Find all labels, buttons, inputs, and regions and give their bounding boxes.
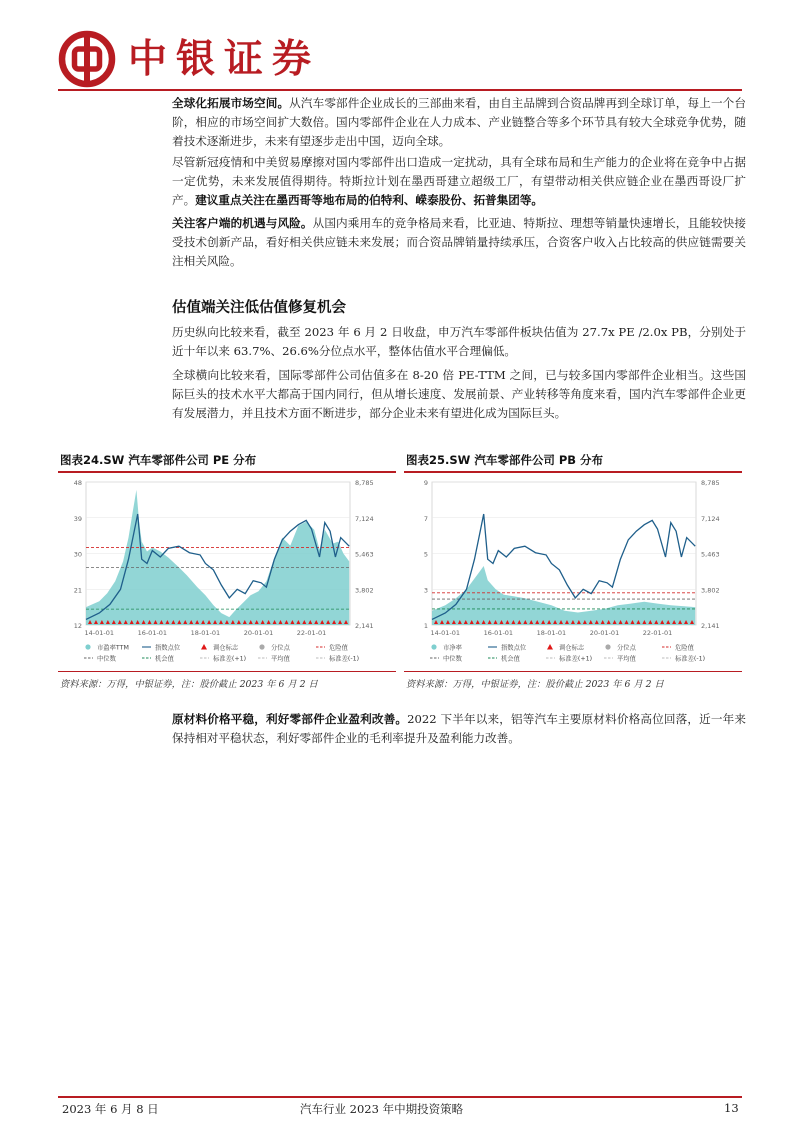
paragraph-lead: 原材料价格平稳，利好零部件企业盈利改善。 xyxy=(172,712,408,726)
legend-label: 调仓标志 xyxy=(559,644,585,652)
legend-label: 中位数 xyxy=(97,655,116,663)
right-axis-tick-label: 2,141 xyxy=(355,622,374,630)
figure-25-divider xyxy=(404,471,742,473)
figure-24-divider xyxy=(58,471,396,473)
x-axis-tick-label: 18-01-01 xyxy=(536,629,567,637)
right-axis-tick-label: 7,124 xyxy=(701,514,720,523)
right-axis-tick-label: 2,141 xyxy=(701,622,720,630)
x-axis-tick-label: 14-01-01 xyxy=(430,629,461,637)
legend-label: 平均值 xyxy=(617,655,636,663)
left-axis-tick-label: 7 xyxy=(423,514,428,523)
paragraph-text: 尽管新冠疫情和中美贸易摩擦对国内零部件出口造成一定扰动，具有全球布局和生产能力的企业将在竞争中占据一定优势，未来发展值得期待。特斯拉计划在墨西哥建立超级工厂，有望带动相关供应链企业在墨西哥设厂扩产。 xyxy=(172,155,746,207)
x-axis-tick-label: 18-01-01 xyxy=(190,629,221,637)
legend-label: 危险值 xyxy=(329,644,348,652)
legend-label: 市净率 xyxy=(443,644,462,652)
figure-25-source: 资料来源：万得，中银证券，注：股价截止 2023 年 6 月 2 日 xyxy=(406,679,664,690)
x-axis-tick-label: 16-01-01 xyxy=(483,629,514,637)
x-axis-tick-label: 22-01-01 xyxy=(296,629,327,637)
right-axis-tick-label: 5,463 xyxy=(701,550,720,559)
x-axis-tick-label: 20-01-01 xyxy=(589,629,620,637)
footer-report-title: 汽车行业 2023 年中期投资策略 xyxy=(300,1102,464,1116)
left-axis-tick-label: 9 xyxy=(423,479,428,487)
right-axis-tick-label: 8,785 xyxy=(701,479,720,487)
legend-label: 市盈率TTM xyxy=(97,644,129,652)
paragraph-text: 从国内乘用车的竞争格局来看，比亚迪、特斯拉、理想等销量快速增长，且能较快接受技术创新产品，看好相关供应链未来发展；而合资品牌销量持续承压，合资客户收入占比较高的供应链需要关注相关风险。 xyxy=(172,216,746,268)
legend-label: 分位点 xyxy=(271,644,290,652)
paragraph-recommendation: 建议重点关注在墨西哥等地布局的伯特利、嵘泰股份、拓普集团等。 xyxy=(195,193,544,207)
x-axis-tick-label: 22-01-01 xyxy=(642,629,673,637)
left-axis-tick-label: 39 xyxy=(73,514,82,523)
brand-name: 中银证券 xyxy=(128,37,321,82)
paragraph-lead: 全球化拓展市场空间。 xyxy=(172,96,290,110)
footer-divider xyxy=(58,1096,742,1098)
legend-label: 危险值 xyxy=(675,644,694,652)
legend-swatch xyxy=(201,644,207,650)
right-axis-tick-label: 8,785 xyxy=(355,479,374,487)
legend-label: 机会值 xyxy=(155,655,174,663)
left-axis-tick-label: 21 xyxy=(73,586,82,595)
left-axis-tick-label: 12 xyxy=(73,622,82,630)
paragraph-customers xyxy=(172,214,746,271)
legend-label: 机会值 xyxy=(501,655,520,663)
figure-24-source-divider xyxy=(58,671,396,672)
paragraph-mexico xyxy=(172,153,746,210)
right-axis-tick-label: 3,802 xyxy=(701,586,720,595)
figure-25-title: 图表25.SW 汽车零部件公司 PB 分布 xyxy=(406,453,604,467)
paragraph-global-valuation xyxy=(172,366,746,423)
legend-label: 调仓标志 xyxy=(213,644,239,652)
legend-swatch xyxy=(259,644,264,649)
legend-label: 标准差(+1) xyxy=(559,655,593,663)
pb-distribution-chart xyxy=(404,474,744,670)
paragraph-lead: 关注客户端的机遇与风险。 xyxy=(172,216,313,230)
section-title: 估值端关注低估值修复机会 xyxy=(172,300,346,316)
legend-label: 标准差(-1) xyxy=(329,655,360,663)
paragraph-text: 2022 下半年以来，铝等汽车主要原材料价格高位回落，近一年来保持相对平稳状态，利好零部件企业的毛利率提升及盈利能力改善。 xyxy=(172,712,746,745)
left-axis-tick-label: 48 xyxy=(73,479,82,487)
left-axis-tick-label: 30 xyxy=(73,550,82,559)
left-axis-tick-label: 3 xyxy=(423,586,428,595)
legend-swatch xyxy=(431,644,436,649)
figure-24-source: 资料来源：万得，中银证券，注：股价截止 2023 年 6 月 2 日 xyxy=(60,679,318,690)
x-axis-tick-label: 16-01-01 xyxy=(137,629,168,637)
figure-24-title: 图表24.SW 汽车零部件公司 PE 分布 xyxy=(60,453,257,467)
paragraph-text: 从汽车零部件企业成长的三部曲来看，由自主品牌到合资品牌再到全球订单，每上一个台阶，相应的市场空间扩大数倍。国内零部件企业在人力成本、产业链整合等多个环节具有较大全球竞争优势，随着技术逐渐进步，未来有望逐步走出中国，迈向全球。 xyxy=(172,96,746,148)
pe-distribution-chart xyxy=(58,474,398,670)
left-axis-tick-label: 1 xyxy=(423,622,428,630)
paragraph-raw-materials xyxy=(172,710,746,748)
right-axis-tick-label: 7,124 xyxy=(355,514,374,523)
page-number: 13 xyxy=(724,1101,739,1115)
paragraph-globalization xyxy=(172,94,746,151)
paragraph-text: 全球横向比较来看，国际零部件公司估值多在 8-20 倍 PE-TTM 之间，已与较多国内零部件企业相当。这些国际巨头的技术水平大都高于国内同行，但从增长速度、发展前景、产业转移等角度来看，国内汽车零部件企业更有发展潜力，并且技术方面不断进步，部分企业未来有望进化成为国际巨头。 xyxy=(172,368,746,420)
legend-label: 指数点位 xyxy=(155,644,181,652)
legend-label: 标准差(-1) xyxy=(675,655,706,663)
footer-date: 2023 年 6 月 8 日 xyxy=(62,1102,159,1116)
right-axis-tick-label: 3,802 xyxy=(355,586,374,595)
figure-25-source-divider xyxy=(404,671,742,672)
header-divider xyxy=(58,89,742,91)
x-axis-tick-label: 14-01-01 xyxy=(84,629,115,637)
legend-swatch xyxy=(605,644,610,649)
paragraph-text: 历史纵向比较来看，截至 2023 年 6 月 2 日收盘，申万汽车零部件板块估值为 27.7x PE /2.0x PB，分别处于近十年以来 63.7%、26.6%分位点水平，整体估值水平合理偏低。 xyxy=(172,325,746,358)
legend-label: 分位点 xyxy=(617,644,636,652)
right-axis-tick-label: 5,463 xyxy=(355,550,374,559)
left-axis-tick-label: 5 xyxy=(423,550,428,559)
legend-label: 平均值 xyxy=(271,655,290,663)
legend-swatch xyxy=(85,644,90,649)
bank-of-china-logo-icon xyxy=(58,30,116,88)
paragraph-historical-valuation xyxy=(172,323,746,361)
legend-label: 中位数 xyxy=(443,655,462,663)
legend-label: 标准差(+1) xyxy=(213,655,247,663)
legend-swatch xyxy=(547,644,553,650)
legend-label: 指数点位 xyxy=(501,644,527,652)
x-axis-tick-label: 20-01-01 xyxy=(243,629,274,637)
page-header xyxy=(0,0,794,90)
